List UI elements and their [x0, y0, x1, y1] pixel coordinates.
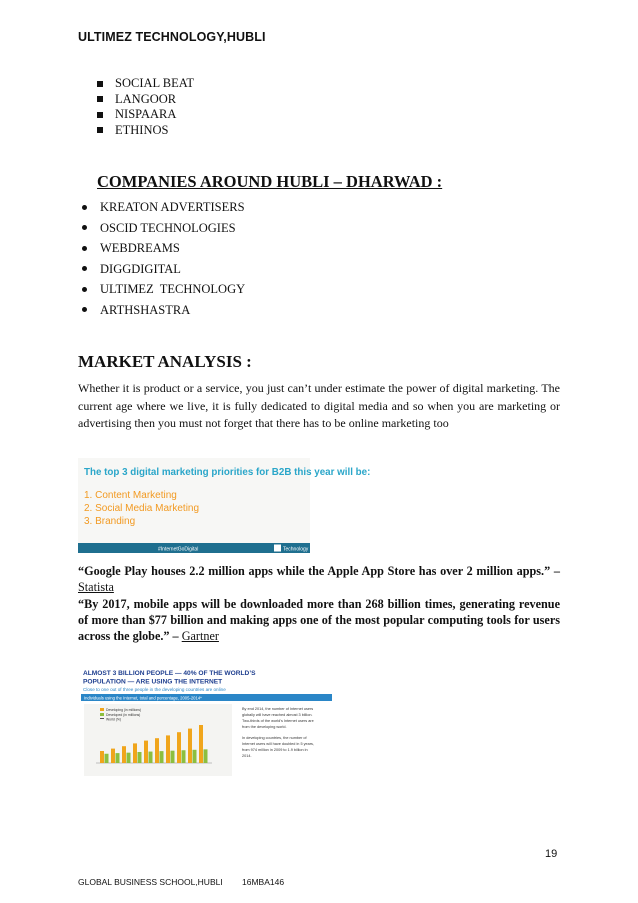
developed-bar: [160, 751, 164, 763]
list-item: DIGGDIGITAL: [78, 259, 245, 280]
square-bullet-icon: [97, 96, 103, 102]
footer-school: GLOBAL BUSINESS SCHOOL,HUBLI: [78, 877, 223, 887]
image-1-brand: Technology: [283, 546, 309, 553]
legend-entry: Developing (in millions): [106, 708, 142, 712]
developing-bar: [111, 749, 115, 763]
brand-logo-icon: [274, 545, 281, 552]
list-item: ARTHSHASTRA: [78, 300, 245, 321]
quote-mobile-apps: “By 2017, mobile apps will be downloaded more than 268 billion times, generating revenue of more than $77 billion and making apps one of the most popular computing tools for users across the globe.” – Gartner: [78, 597, 560, 643]
developed-bar: [149, 752, 153, 763]
developing-bar: [133, 743, 137, 763]
list-item: NISPAARA: [97, 107, 194, 123]
developing-bar: [100, 751, 104, 763]
legend-entry: Developed (in millions): [106, 713, 141, 717]
quote-source-link[interactable]: Statista: [78, 580, 114, 594]
infographic-band: Individuals using the Internet, total and percentage, 2005-2014*: [84, 695, 202, 701]
developed-bar: [105, 754, 109, 763]
developing-bar: [155, 738, 159, 763]
list-item: LANGOOR: [97, 92, 194, 108]
infographic-side-text: In developing countries, the number of Internet users will have doubled in 5 years, from 974 million in 2009 to 1.9 billion in 2014.: [242, 736, 314, 758]
legend-swatch-icon: [100, 713, 104, 716]
running-header: ULTIMEZ TECHNOLOGY,HUBLI: [78, 30, 266, 44]
square-bullet-icon: [97, 81, 103, 87]
developing-bar: [144, 741, 148, 763]
quote-google-play: “Google Play houses 2.2 million apps while the Apple App Store has over 2 million apps.” – Statista: [78, 564, 560, 594]
infographic-headline: ALMOST 3 BILLION PEOPLE — 40% OF THE WORLD’S: [83, 670, 256, 677]
developed-bar: [116, 753, 120, 763]
legend-entry: World (%): [106, 717, 122, 722]
developing-bar: [188, 729, 192, 763]
infographic-subhead: Close to one out of three people in the developing countries are online: [83, 687, 226, 692]
round-bullet-icon: [82, 225, 87, 230]
list-item: OSCID TECHNOLOGIES: [78, 218, 245, 239]
companies-list: [78, 197, 245, 320]
developing-bar: [177, 732, 181, 763]
image-1-title: The top 3 digital marketing priorities for B2B this year will be:: [84, 467, 371, 478]
list-item: ETHINOS: [97, 123, 194, 139]
footer-code: 16MBA146: [242, 877, 285, 887]
round-bullet-icon: [82, 307, 87, 312]
developed-bar: [182, 750, 186, 763]
list-item: KREATON ADVERTISERS: [78, 197, 245, 218]
infographic-side-text: By end 2014, the number of Internet users globally will have reached almost 3 billion. Two-thirds of the world’s Internet users are from the developing world.: [242, 707, 314, 729]
companies-heading: COMPANIES AROUND HUBLI – DHARWAD :: [97, 172, 443, 191]
developed-bar: [204, 749, 208, 763]
list-item: ULTIMEZ TECHNOLOGY: [78, 279, 245, 300]
square-bullet-icon: [97, 112, 103, 118]
infographic-headline: POPULATION — ARE USING THE INTERNET: [83, 678, 223, 686]
list-item: SOCIAL BEAT: [97, 76, 194, 92]
image-1-item: 2. Social Media Marketing: [84, 503, 200, 514]
internet-usage-infographic: [78, 665, 335, 782]
square-bullet-icon: [97, 127, 103, 133]
image-1-item: 3. Branding: [84, 516, 136, 527]
list-item: WEBDREAMS: [78, 238, 245, 259]
page-number: 19: [545, 848, 558, 860]
market-analysis-paragraph: Whether it is product or a service, you just can’t under estimate the power of digital marketing. The current age where we live, it is fully dedicated to digital media and so when you are marketing or advertising then you must not forget that there has to be online marketing too: [78, 381, 560, 431]
developed-bar: [127, 753, 131, 763]
legend-swatch-icon: [100, 718, 104, 719]
quote-source-link[interactable]: Gartner: [181, 629, 219, 643]
developing-bar: [166, 735, 170, 763]
developing-bar: [122, 746, 126, 763]
b2b-priorities-image: [78, 458, 371, 553]
round-bullet-icon: [82, 205, 87, 210]
market-analysis-heading: MARKET ANALYSIS :: [78, 352, 252, 371]
developed-bar: [193, 750, 197, 763]
developing-bar: [199, 725, 203, 763]
agency-list: [97, 76, 194, 138]
round-bullet-icon: [82, 246, 87, 251]
developed-bar: [171, 751, 175, 763]
round-bullet-icon: [82, 266, 87, 271]
developed-bar: [138, 752, 142, 763]
legend-swatch-icon: [100, 708, 104, 711]
image-1-item: 1. Content Marketing: [84, 490, 177, 501]
round-bullet-icon: [82, 287, 87, 292]
image-1-hashtag: #InternetGoDigital: [158, 546, 199, 553]
